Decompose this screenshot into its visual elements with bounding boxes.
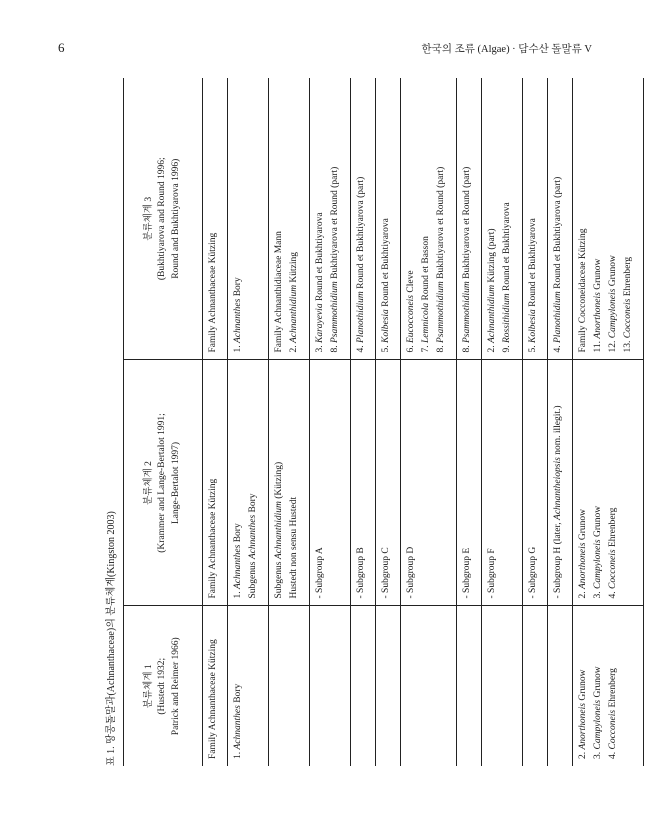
table-cell bbox=[401, 78, 457, 360]
taxon-name: Kolbesia bbox=[381, 309, 391, 343]
cell-line bbox=[287, 368, 302, 599]
table-cell bbox=[203, 606, 228, 766]
text-part: Round et Bukhtiyarova bbox=[315, 212, 325, 304]
cell-line bbox=[434, 85, 449, 353]
table-cell bbox=[548, 360, 573, 606]
cell-line: - Subgroup D bbox=[406, 546, 416, 599]
table-row bbox=[376, 78, 401, 766]
text-part: Round et Bukhtiyarova bbox=[502, 202, 512, 294]
table-cell bbox=[401, 360, 457, 606]
cell-line bbox=[231, 614, 246, 760]
taxon-name: Karayevia bbox=[315, 303, 325, 343]
table-cell bbox=[457, 360, 482, 606]
text-part: Ehrenberg bbox=[623, 256, 633, 299]
text-part: Kützing (part) bbox=[487, 228, 497, 285]
taxon-name: Achnanthes bbox=[233, 705, 243, 750]
cell-line bbox=[606, 85, 621, 353]
header-line: (Hustedt 1932; bbox=[157, 657, 168, 715]
table-cell bbox=[310, 606, 351, 766]
header-line: Lange-Bertalot 1997) bbox=[170, 441, 181, 525]
header-row bbox=[124, 78, 203, 766]
table-cell bbox=[548, 78, 573, 360]
table-cell bbox=[228, 606, 269, 766]
table-cell bbox=[376, 78, 401, 360]
text-part: 3. bbox=[315, 343, 325, 353]
taxon-name: Achnantheiopsis bbox=[553, 457, 563, 520]
text-part: Round et Basson bbox=[421, 236, 431, 303]
table-cell bbox=[523, 360, 548, 606]
table-cell bbox=[351, 78, 376, 360]
text-part: Bukhtiyarova et Round (part) bbox=[330, 166, 340, 282]
table-cell bbox=[269, 78, 310, 360]
cell-line bbox=[485, 85, 500, 353]
cell-line bbox=[576, 614, 591, 760]
text-part: Grunow bbox=[593, 666, 603, 700]
text-part: 3. bbox=[593, 589, 603, 599]
text-part: Ehrenberg bbox=[608, 507, 618, 550]
taxon-name: Psammothidium bbox=[462, 281, 472, 343]
taxon-name: Psammothidium bbox=[436, 281, 446, 343]
table-cell bbox=[457, 606, 482, 766]
table-row bbox=[573, 78, 644, 766]
running-head: 한국의 조류 (Algae) · 담수산 돌말류 V bbox=[421, 44, 592, 55]
taxon-name: Kolbesia bbox=[528, 309, 538, 343]
table-container bbox=[101, 78, 633, 766]
text-part: Bukhtiyarova et Round (part) bbox=[462, 166, 472, 282]
cell-line bbox=[591, 368, 606, 599]
taxon-name: Campyloneis bbox=[608, 288, 618, 339]
text-part: 8. bbox=[462, 343, 472, 353]
table-cell bbox=[457, 78, 482, 360]
table-cell bbox=[228, 360, 269, 606]
taxon-name: Cocconeis bbox=[608, 709, 618, 750]
table-row bbox=[228, 78, 269, 766]
taxon-name: Achnanthes bbox=[233, 544, 243, 589]
table-cell bbox=[376, 360, 401, 606]
cell-line: - Subgroup B bbox=[356, 547, 366, 599]
text-part: 9. bbox=[502, 343, 512, 353]
text-part: 7. bbox=[421, 343, 431, 353]
text-part: Round et Bukhtiyarova (part) bbox=[553, 176, 563, 292]
header-line: (Bukhtiyarova and Round 1996; bbox=[157, 157, 168, 281]
header-line: 분류체계 3 bbox=[143, 196, 154, 241]
table-cell bbox=[548, 606, 573, 766]
text-part: Ehrenberg bbox=[608, 668, 618, 710]
text-part: Grunow bbox=[593, 505, 603, 540]
text-part: 4. bbox=[608, 589, 618, 599]
taxon-name: Achnanthes bbox=[248, 514, 258, 560]
text-part: Grunow bbox=[593, 258, 603, 293]
table-cell bbox=[482, 78, 523, 360]
table-row bbox=[203, 78, 228, 766]
table-cell bbox=[401, 606, 457, 766]
table-cell bbox=[573, 360, 644, 606]
text-part: Kützing bbox=[289, 251, 299, 285]
cell-line bbox=[591, 614, 606, 760]
page-number: 6 bbox=[58, 40, 65, 55]
taxon-name: Planothidium bbox=[553, 291, 563, 343]
cell-line bbox=[313, 85, 328, 353]
taxon-name: Campyloneis bbox=[593, 539, 603, 589]
table-cell bbox=[269, 606, 310, 766]
cell-line bbox=[551, 368, 566, 599]
header-line: 분류체계 1 bbox=[143, 664, 154, 709]
taxon-name: Anorthoneis bbox=[593, 292, 603, 339]
text-part: 1. bbox=[233, 749, 243, 759]
taxon-name: Planothidium bbox=[356, 291, 366, 343]
taxon-name: Achnanthidium bbox=[274, 501, 284, 560]
table-row bbox=[401, 78, 457, 766]
cell-line bbox=[419, 85, 434, 353]
table-cell bbox=[523, 606, 548, 766]
taxon-name: Achnanthes bbox=[233, 298, 243, 343]
text-part: 13. bbox=[623, 338, 633, 353]
text-part: nom. illegit.) bbox=[553, 405, 563, 458]
cell-line bbox=[404, 85, 419, 353]
text-part: 2. bbox=[487, 343, 497, 353]
header-line: Patrick and Reimer 1966) bbox=[170, 637, 181, 736]
text-part: 12. bbox=[608, 338, 618, 353]
cell-line bbox=[606, 368, 621, 599]
header-line: 분류체계 2 bbox=[143, 461, 154, 505]
text-part: (Kützing) bbox=[274, 461, 284, 502]
table-cell bbox=[310, 360, 351, 606]
cell-line bbox=[287, 85, 302, 353]
table-cell bbox=[310, 78, 351, 360]
text-part: 4. bbox=[356, 343, 366, 353]
table-row bbox=[523, 78, 548, 766]
cell-line: Family Achnanthaceae Kützing bbox=[208, 639, 218, 759]
table-cell bbox=[228, 78, 269, 360]
table-cell bbox=[573, 606, 644, 766]
taxon-name: Lemnicola bbox=[421, 302, 431, 343]
text-part: 5. bbox=[528, 343, 538, 353]
taxon-name: Rossithidium bbox=[502, 293, 512, 343]
text-part: 3. bbox=[593, 749, 603, 759]
header-line: Round and Bukhtiyarova 1996) bbox=[170, 158, 181, 279]
cell-line: - Subgroup A bbox=[315, 547, 325, 599]
cell-line: - Subgroup E bbox=[462, 547, 472, 599]
taxon-name: Eucocconeis bbox=[406, 294, 416, 343]
cell-line: - Subgroup G bbox=[528, 546, 538, 599]
cell-line bbox=[272, 85, 287, 353]
taxon-name: Cocconeis bbox=[623, 298, 633, 339]
header-line: (Krammer and Lange-Bertalot 1991; bbox=[157, 413, 168, 553]
taxon-name: Cocconeis bbox=[608, 549, 618, 589]
table-row bbox=[310, 78, 351, 766]
text-part: 11. bbox=[593, 338, 603, 353]
table-row bbox=[457, 78, 482, 766]
classification-table bbox=[123, 78, 644, 766]
text-part: Hustedt non sensu Hustedt bbox=[289, 496, 299, 599]
table-cell bbox=[269, 360, 310, 606]
text-part: 1. bbox=[233, 343, 243, 353]
table-cell bbox=[523, 78, 548, 360]
taxon-name: Anorthoneis bbox=[578, 542, 588, 589]
cell-line: - Subgroup F bbox=[487, 548, 497, 599]
table-caption: 표 1. 땅콩돌말과(Achnanthaceae)의 분류체계(Kingston 2003) bbox=[106, 511, 117, 766]
text-part: 5. bbox=[381, 343, 391, 353]
cell-line bbox=[526, 85, 541, 353]
rotated-table bbox=[101, 78, 633, 766]
table-cell bbox=[482, 606, 523, 766]
table-cell bbox=[203, 78, 228, 360]
text-part: Round et Bukhtiyarova bbox=[528, 218, 538, 310]
cell-line bbox=[551, 85, 566, 353]
text-part: Grunow bbox=[578, 669, 588, 704]
text-part: Bukhtiyarova et Round (part) bbox=[436, 166, 446, 282]
text-part: 8. bbox=[330, 343, 340, 353]
text-part: 2. bbox=[289, 343, 299, 353]
text-part: Bory bbox=[248, 493, 258, 515]
table-cell bbox=[376, 606, 401, 766]
text-part: Family Cocconeidaceae Kützing bbox=[578, 228, 588, 353]
cell-line bbox=[500, 85, 515, 353]
text-part: 8. bbox=[436, 343, 446, 353]
text-part: 1. bbox=[233, 589, 243, 599]
text-part: 4. bbox=[608, 749, 618, 759]
text-part: - Subgroup H (later, bbox=[553, 519, 563, 599]
header-system-3 bbox=[124, 78, 203, 360]
cell-line bbox=[606, 614, 621, 760]
cell-line bbox=[379, 85, 394, 353]
text-part: Cleve bbox=[406, 270, 416, 295]
table-row bbox=[269, 78, 310, 766]
text-part: Grunow bbox=[578, 509, 588, 543]
table-cell bbox=[482, 360, 523, 606]
table-cell bbox=[351, 360, 376, 606]
cell-line: - Subgroup C bbox=[381, 547, 391, 599]
cell-line bbox=[231, 85, 246, 353]
table-cell bbox=[573, 78, 644, 360]
cell-line bbox=[354, 85, 369, 353]
cell-line bbox=[576, 368, 591, 599]
cell-line bbox=[460, 85, 475, 353]
text-part: Bory bbox=[233, 523, 243, 545]
text-part: Bory bbox=[233, 277, 243, 299]
cell-line bbox=[591, 85, 606, 353]
text-part: 2. bbox=[578, 589, 588, 599]
text-part: Subgenus bbox=[274, 559, 284, 599]
cell-line bbox=[328, 85, 343, 353]
text-part: 2. bbox=[578, 749, 588, 759]
taxon-name: Anorthoneis bbox=[578, 703, 588, 750]
cell-line bbox=[621, 85, 636, 353]
text-part: 6. bbox=[406, 343, 416, 353]
cell-line bbox=[272, 368, 287, 599]
text-part: Round et Bukhtiyarova (part) bbox=[356, 176, 366, 292]
header-system-1 bbox=[124, 606, 203, 766]
cell-line: Family Achnanthaceae Kützing bbox=[208, 232, 218, 353]
taxon-name: Campyloneis bbox=[593, 699, 603, 750]
text-part: Bory bbox=[233, 683, 243, 706]
header-system-2 bbox=[124, 360, 203, 606]
table-body bbox=[203, 78, 644, 766]
cell-line bbox=[231, 368, 246, 599]
table-row bbox=[351, 78, 376, 766]
text-part: Subgenus bbox=[248, 559, 258, 599]
cell-line bbox=[246, 368, 261, 599]
table-row bbox=[548, 78, 573, 766]
text-part: Round et Bukhtiyarova bbox=[381, 218, 391, 310]
text-part: Family Achnanthidiaceae Mann bbox=[274, 231, 284, 353]
taxon-name: Psammothidium bbox=[330, 281, 340, 343]
table-cell bbox=[351, 606, 376, 766]
table-cell bbox=[203, 360, 228, 606]
taxon-name: Achnanthidium bbox=[289, 284, 299, 343]
text-part: 4. bbox=[553, 343, 563, 353]
cell-line bbox=[576, 85, 591, 353]
cell-line: Family Achnanthaceae Kützing bbox=[208, 478, 218, 599]
table-row bbox=[482, 78, 523, 766]
text-part: Grunow bbox=[608, 255, 618, 289]
taxon-name: Achnanthidium bbox=[487, 284, 497, 343]
